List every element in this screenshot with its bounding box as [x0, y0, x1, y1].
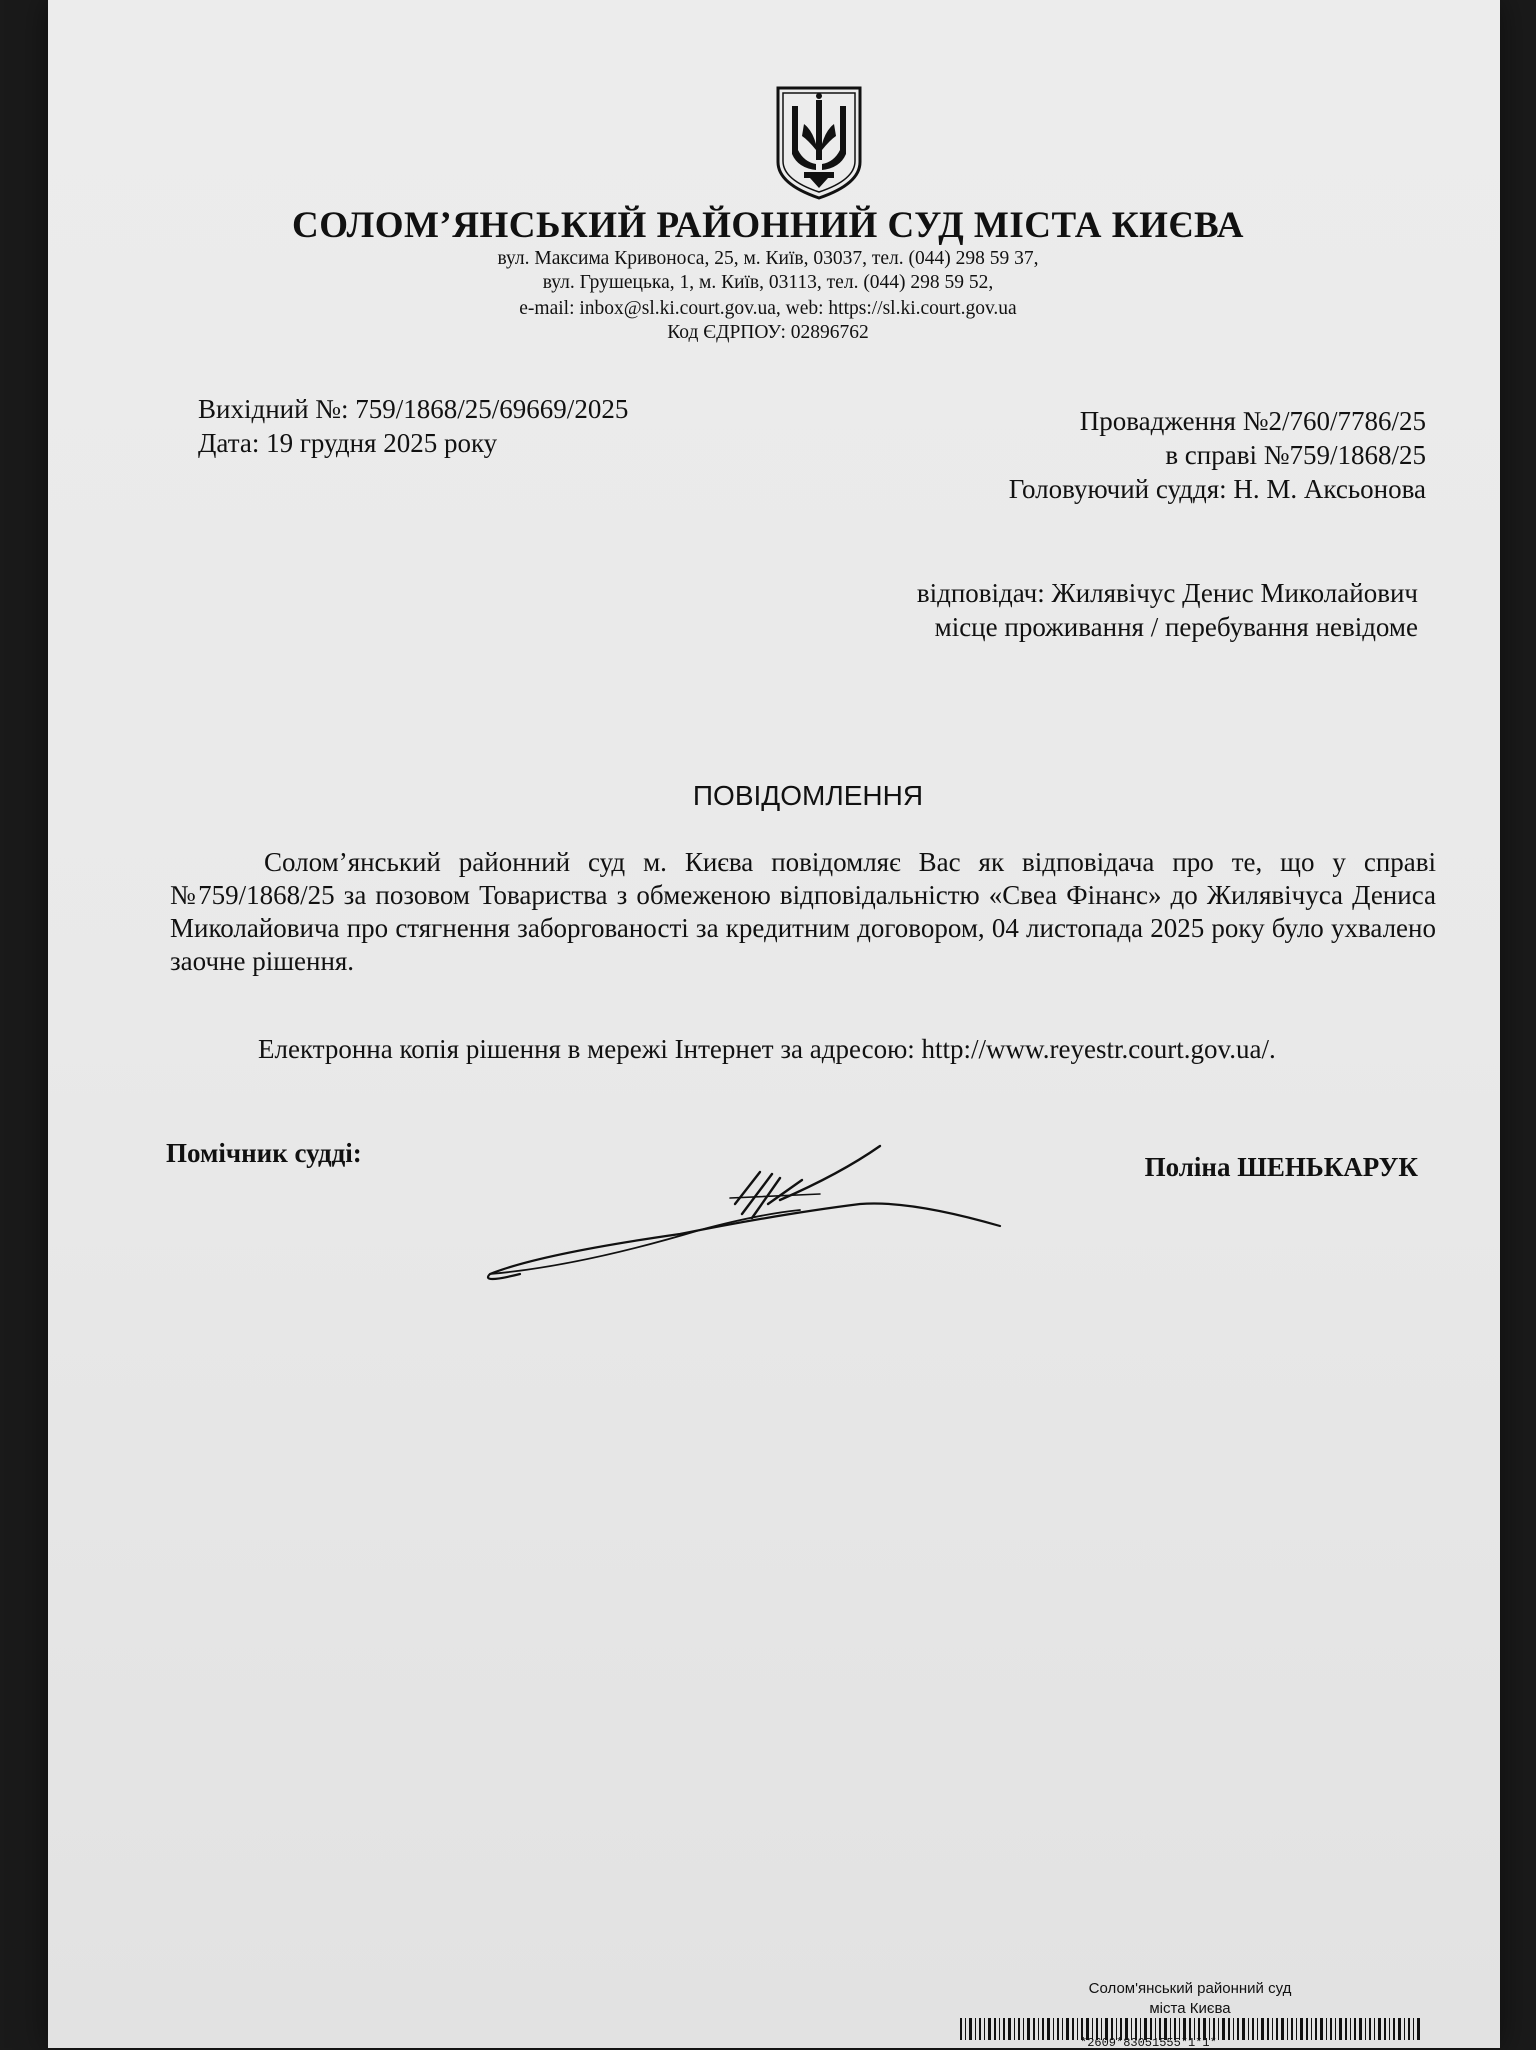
respondent-block: [718, 576, 1418, 644]
case-number: в справі №759/1868/25: [1165, 440, 1426, 470]
barcode-number: *2609*83051555*1*1*: [1080, 2036, 1217, 2050]
court-address-1: вул. Максима Кривоноса, 25, м. Київ, 03037, тел. (044) 298 59 37,: [497, 248, 1039, 269]
court-contacts: e-mail: inbox@sl.ki.court.gov.ua, web: https://sl.ki.court.gov.ua: [519, 298, 1017, 319]
court-address-2: вул. Грушецька, 1, м. Київ, 03113, тел. (044) 298 59 52,: [542, 272, 994, 293]
proceeding-number: Провадження №2/760/7786/25: [1079, 406, 1426, 436]
respondent-name: відповідач: Жилявічус Денис Миколайович: [916, 578, 1418, 608]
outgoing-reference: [198, 392, 628, 460]
stamp-court-line-1: Солом'янський районний суд: [1088, 1980, 1292, 1997]
handwritten-signature: [480, 1134, 1020, 1294]
notice-paragraph: Солом’янський районний суд м. Києва повідомляє Вас як відповідача про те, що у справі №759/1868/25 за позовом Товариства з обмеженою відповідальністю «Свеа Фінанс» до Жилявічуса Дениса Миколайовича про стягнення заборгованості за кредитним договором, 04 листопада 2025 року було ухвалено заочне рішення.: [170, 847, 1436, 976]
outgoing-date: Дата: 19 грудня 2025 року: [198, 428, 498, 458]
notice-title: ПОВІДОМЛЕННЯ: [692, 780, 924, 811]
notice-link-paragraph: Електронна копія рішення в мережі Інтернет за адресою: http://www.reyestr.court.gov.ua/.: [258, 1034, 1276, 1064]
court-name: СОЛОМ’ЯНСЬКИЙ РАЙОННИЙ СУД МІСТА КИЄВА: [291, 205, 1245, 246]
ukraine-trident-emblem-icon: [774, 84, 864, 202]
assistant-judge-label: Помічник судді:: [166, 1138, 362, 1168]
stamp-court-line-2: міста Києва: [1149, 2000, 1231, 2017]
case-reference: [726, 404, 1426, 506]
assistant-judge-name: Поліна ШЕНЬКАРУК: [1144, 1152, 1418, 1182]
outgoing-number: Вихідний №: 759/1868/25/69669/2025: [198, 394, 629, 424]
respondent-residence: місце проживання / перебування невідоме: [934, 612, 1418, 642]
presiding-judge: Головуючий суддя: Н. М. Аксьонова: [1008, 474, 1426, 504]
court-edrpou: Код ЄДРПОУ: 02896762: [667, 322, 869, 343]
